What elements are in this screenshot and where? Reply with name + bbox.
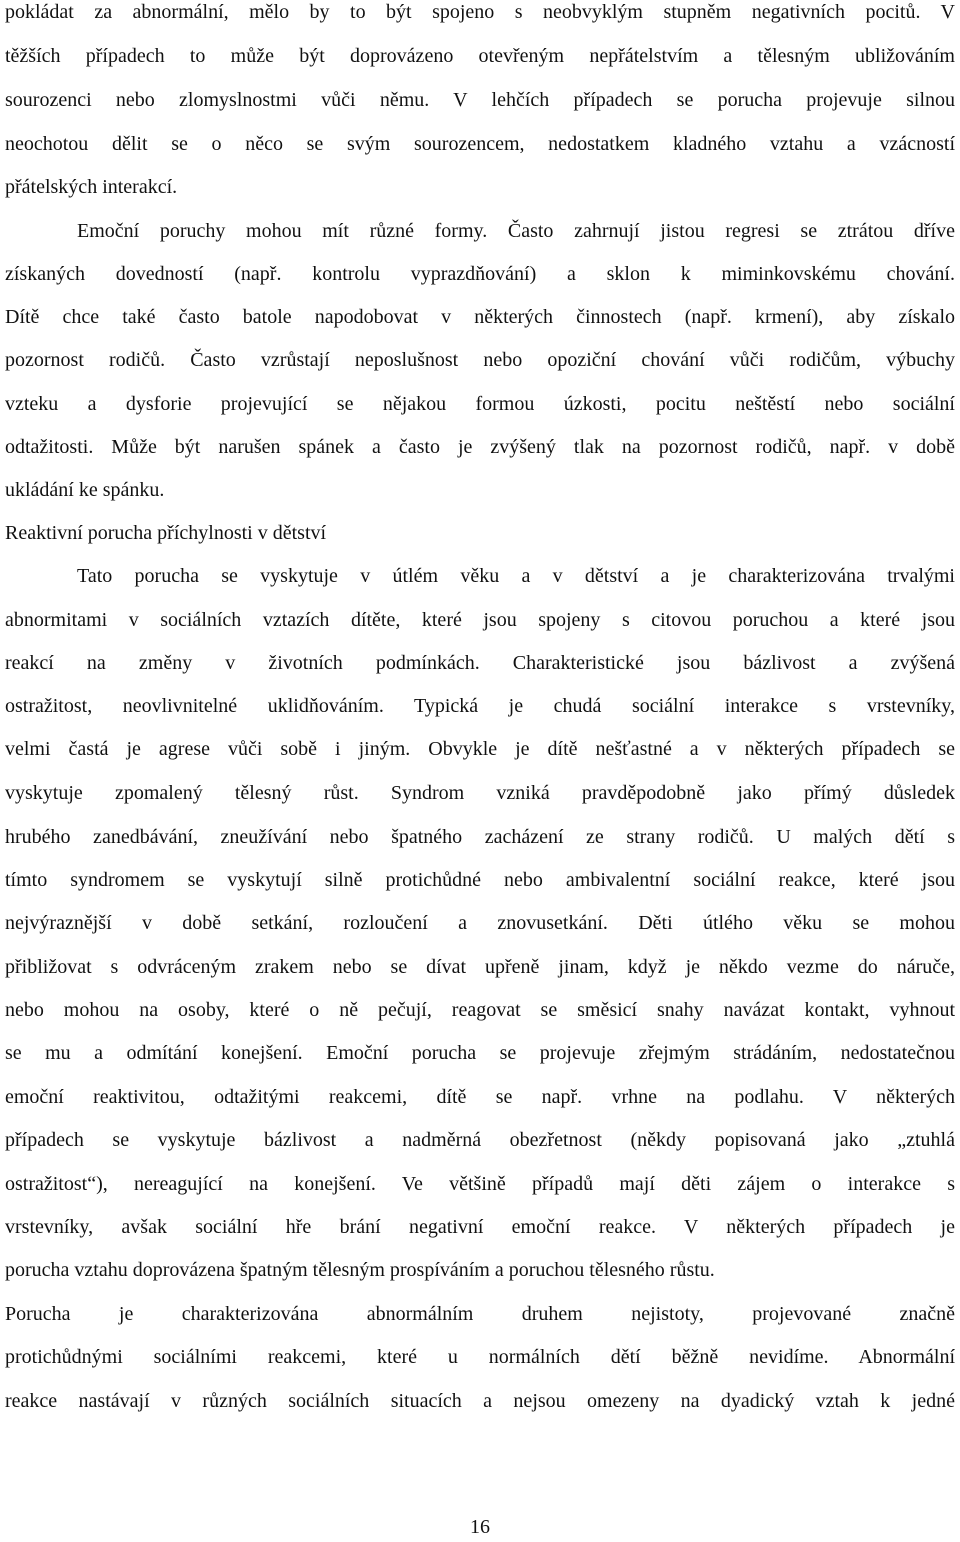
text-line: pozornost rodičů. Často vzrůstají neposlušnost nebo opoziční chování vůči rodičům, výbuchy — [5, 349, 955, 371]
text-line: vyskytuje zpomalený tělesný růst. Syndrom vzniká pravděpodobně jako přímý důsledek — [5, 782, 955, 804]
text-line: nejvýraznější v době setkání, rozloučení a znovusetkání. Děti útlého věku se mohou — [5, 912, 955, 934]
text-line: vzteku a dysforie projevující se nějakou formou úzkosti, pocitu neštěstí nebo sociální — [5, 393, 955, 415]
text-line: ostražitost“), nereagující na konejšení. Ve většině případů mají děti zájem o interakce s — [5, 1173, 955, 1195]
text-line: tímto syndromem se vyskytují silně protichůdné nebo ambivalentní sociální reakce, které jsou — [5, 869, 955, 891]
text-line: nebo mohou na osoby, které o ně pečují, reagovat se směsicí snahy navázat kontakt, vyhnout — [5, 999, 955, 1021]
text-line: neochotou dělit se o něco se svým sourozencem, nedostatkem kladného vztahu a vzácností — [5, 133, 955, 155]
text-line: reakcí na změny v životních podmínkách. Charakteristické jsou bázlivost a zvýšená — [5, 652, 955, 674]
text-line: Porucha je charakterizována abnormálním druhem nejistoty, projevované značně — [5, 1303, 955, 1325]
text-line: přibližovat s odvráceným zrakem nebo se dívat upřeně jinam, když je někdo vezme do náruče, — [5, 956, 955, 978]
text-line: se mu a odmítání konejšení. Emoční porucha se projevuje zřejmým strádáním, nedostatečnou — [5, 1042, 955, 1064]
text-line: přátelských interakcí. — [5, 176, 178, 198]
page-number: 16 — [470, 1516, 490, 1538]
text-line: případech se vyskytuje bázlivost a nadměrná obezřetnost (někdy popisovaná jako „ztuhlá — [5, 1129, 955, 1151]
text-line: těžších případech to může být doprovázeno otevřeným nepřátelstvím a tělesným ubližováním — [5, 45, 955, 67]
text-line: ostražitost, neovlivnitelné uklidňováním. Typická je chudá sociální interakce s vrstevníky, — [5, 695, 955, 717]
text-line: emoční reaktivitou, odtažitými reakcemi, dítě se např. vrhne na podlahu. V některých — [5, 1086, 955, 1108]
text-line: porucha vztahu doprovázena špatným tělesným prospíváním a poruchou tělesného růstu. — [5, 1259, 715, 1281]
text-line: Tato porucha se vyskytuje v útlém věku a v dětství a je charakterizována trvalými — [77, 565, 955, 587]
text-line: sourozenci nebo zlomyslnostmi vůči němu. V lehčích případech se porucha projevuje silnou — [5, 89, 955, 111]
text-line: pokládat za abnormální, mělo by to být spojeno s neobvyklým stupněm negativních pocitů. V — [5, 1, 955, 23]
text-line: získaných dovedností (např. kontrolu vyprazdňování) a sklon k miminkovskému chování. — [5, 263, 955, 285]
text-line: Emoční poruchy mohou mít různé formy. Často zahrnují jistou regresi se ztrátou dříve — [77, 220, 955, 242]
text-line: Dítě chce také často batole napodobovat v některých činnostech (např. krmení), aby získalo — [5, 306, 955, 328]
text-line: protichůdnými sociálními reakcemi, které u normálních dětí běžně nevidíme. Abnormální — [5, 1346, 955, 1368]
text-line: ukládání ke spánku. — [5, 479, 165, 501]
text-line: odtažitosti. Může být narušen spánek a často je zvýšený tlak na pozornost rodičů, např. v době — [5, 436, 955, 458]
text-line: hrubého zanedbávání, zneužívání nebo špatného zacházení ze strany rodičů. U malých dětí s — [5, 826, 955, 848]
section-heading: Reaktivní porucha příchylnosti v dětství — [5, 522, 327, 544]
text-line: reakce nastávají v různých sociálních situacích a nejsou omezeny na dyadický vztah k jedné — [5, 1390, 955, 1412]
text-line: abnormitami v sociálních vztazích dítěte, které jsou spojeny s citovou poruchou a které jsou — [5, 609, 955, 631]
text-line: vrstevníky, avšak sociální hře brání negativní emoční reakce. V některých případech je — [5, 1216, 955, 1238]
text-line: velmi častá je agrese vůči sobě i jiným. Obvykle je dítě nešťastné a v některých případech se — [5, 738, 955, 760]
